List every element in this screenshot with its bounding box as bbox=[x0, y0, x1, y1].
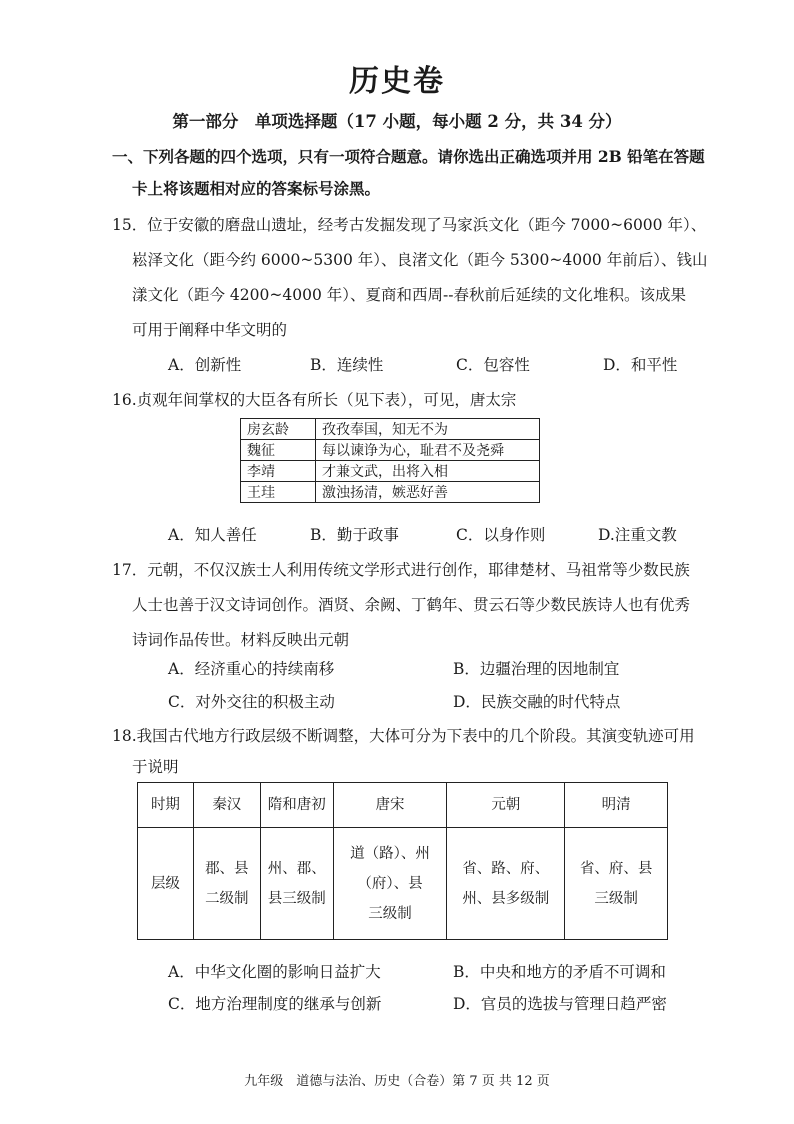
level-line: 州、县多级制 bbox=[462, 890, 550, 907]
period-header: 时期 bbox=[138, 783, 194, 828]
level-line: 省、路、府、 bbox=[462, 860, 550, 877]
section-heading: 第一部分 单项选择题（17 小题，每小题 2 分，共 34 分） bbox=[172, 112, 622, 131]
q15-option-c[interactable]: C．包容性 bbox=[456, 356, 530, 374]
level-line: 州、郡、 bbox=[267, 860, 326, 877]
q18-admin-levels-table bbox=[137, 782, 668, 940]
level-line: （府）、县 bbox=[357, 875, 423, 892]
table-row bbox=[138, 828, 668, 940]
minister-name: 王珪 bbox=[241, 482, 316, 503]
q16-ministers-table bbox=[240, 418, 540, 503]
q17-option-b[interactable]: B．边疆治理的因地制宜 bbox=[453, 660, 620, 678]
q18-stem-line-2: 于说明 bbox=[132, 758, 179, 776]
q18-option-d[interactable]: D．官员的选拔与管理日趋严密 bbox=[453, 995, 667, 1013]
minister-desc: 孜孜奉国，知无不为 bbox=[316, 419, 540, 440]
q15-option-d[interactable]: D．和平性 bbox=[603, 356, 678, 374]
minister-name: 李靖 bbox=[241, 461, 316, 482]
level-cell bbox=[260, 828, 333, 940]
period-cell: 秦汉 bbox=[193, 783, 260, 828]
q16-option-b[interactable]: B．勤于政事 bbox=[310, 526, 399, 544]
q17-option-c[interactable]: C．对外交往的积极主动 bbox=[168, 693, 335, 711]
table-row bbox=[241, 482, 540, 503]
q17-stem-line-1: 17．元朝，不仅汉族士人利用传统文学形式进行创作，耶律楚材、马祖常等少数民族 bbox=[112, 561, 690, 579]
q15-stem-line-1: 15．位于安徽的磨盘山遗址，经考古发掘发现了马家浜文化（距今 7000~6000 年）、 bbox=[112, 216, 707, 234]
q16-option-a[interactable]: A．知人善任 bbox=[168, 526, 257, 544]
level-cell bbox=[193, 828, 260, 940]
page-title: 历史卷 bbox=[349, 64, 445, 99]
level-line: 三级制 bbox=[368, 905, 412, 922]
q16-option-c[interactable]: C．以身作则 bbox=[456, 526, 546, 544]
table-header-row bbox=[138, 783, 668, 828]
period-cell: 明清 bbox=[565, 783, 668, 828]
level-line: 县三级制 bbox=[267, 890, 326, 907]
q15-option-a[interactable]: A．创新性 bbox=[168, 356, 242, 374]
q17-option-d[interactable]: D．民族交融的时代特点 bbox=[453, 693, 621, 711]
minister-desc: 才兼文武，出将入相 bbox=[316, 461, 540, 482]
minister-name: 房玄龄 bbox=[241, 419, 316, 440]
period-cell: 唐宋 bbox=[333, 783, 447, 828]
instruction-line-2: 卡上将该题相对应的答案标号涂黑。 bbox=[132, 179, 381, 198]
level-line: 三级制 bbox=[594, 890, 638, 907]
level-cell bbox=[565, 828, 668, 940]
level-cell bbox=[333, 828, 447, 940]
q15-stem-line-3: 漾文化（距今 4200~4000 年）、夏商和西周--春秋前后延续的文化堆积。该成果 bbox=[132, 286, 686, 304]
period-cell: 隋和唐初 bbox=[260, 783, 333, 828]
level-line: 道（路）、州 bbox=[350, 845, 430, 862]
q17-stem-line-2: 人士也善于汉文诗词创作。酒贤、余阙、丁鹤年、贯云石等少数民族诗人也有优秀 bbox=[132, 596, 691, 614]
q18-option-a[interactable]: A．中华文化圈的影响日益扩大 bbox=[168, 963, 381, 981]
level-line: 郡、县 bbox=[205, 860, 249, 877]
table-row bbox=[241, 461, 540, 482]
page-footer: 九年级 道德与法治、历史（合卷）第 7 页 共 12 页 bbox=[244, 1074, 550, 1089]
q17-option-a[interactable]: A．经济重心的持续南移 bbox=[168, 660, 335, 678]
level-line: 二级制 bbox=[205, 890, 249, 907]
q15-stem-line-4: 可用于阐释中华文明的 bbox=[132, 321, 288, 339]
table-row bbox=[241, 440, 540, 461]
level-cell bbox=[447, 828, 565, 940]
minister-desc: 每以谏诤为心，耻君不及尧舜 bbox=[316, 440, 540, 461]
q16-option-d[interactable]: D.注重文教 bbox=[598, 526, 677, 544]
q15-option-b[interactable]: B．连续性 bbox=[310, 356, 384, 374]
q17-stem-line-3: 诗词作品传世。材料反映出元朝 bbox=[132, 631, 350, 649]
instruction-line-1: 一、下列各题的四个选项，只有一项符合题意。请你选出正确选项并用 2B 铅笔在答题 bbox=[112, 147, 705, 166]
level-line: 省、府、县 bbox=[579, 860, 653, 877]
q18-stem-line-1: 18.我国古代地方行政层级不断调整，大体可分为下表中的几个阶段。其演变轨迹可用 bbox=[112, 727, 695, 745]
period-cell: 元朝 bbox=[447, 783, 565, 828]
level-header: 层级 bbox=[138, 828, 194, 940]
q18-option-c[interactable]: C．地方治理制度的继承与创新 bbox=[168, 995, 382, 1013]
minister-desc: 激浊扬清，嫉恶好善 bbox=[316, 482, 540, 503]
q18-option-b[interactable]: B．中央和地方的矛盾不可调和 bbox=[453, 963, 666, 981]
table-row bbox=[241, 419, 540, 440]
q16-stem: 16.贞观年间掌权的大臣各有所长（见下表），可见，唐太宗 bbox=[112, 391, 517, 409]
q15-stem-line-2: 崧泽文化（距今约 6000~5300 年）、良渚文化（距今 5300~4000 年前后）、钱山 bbox=[132, 251, 708, 269]
minister-name: 魏征 bbox=[241, 440, 316, 461]
